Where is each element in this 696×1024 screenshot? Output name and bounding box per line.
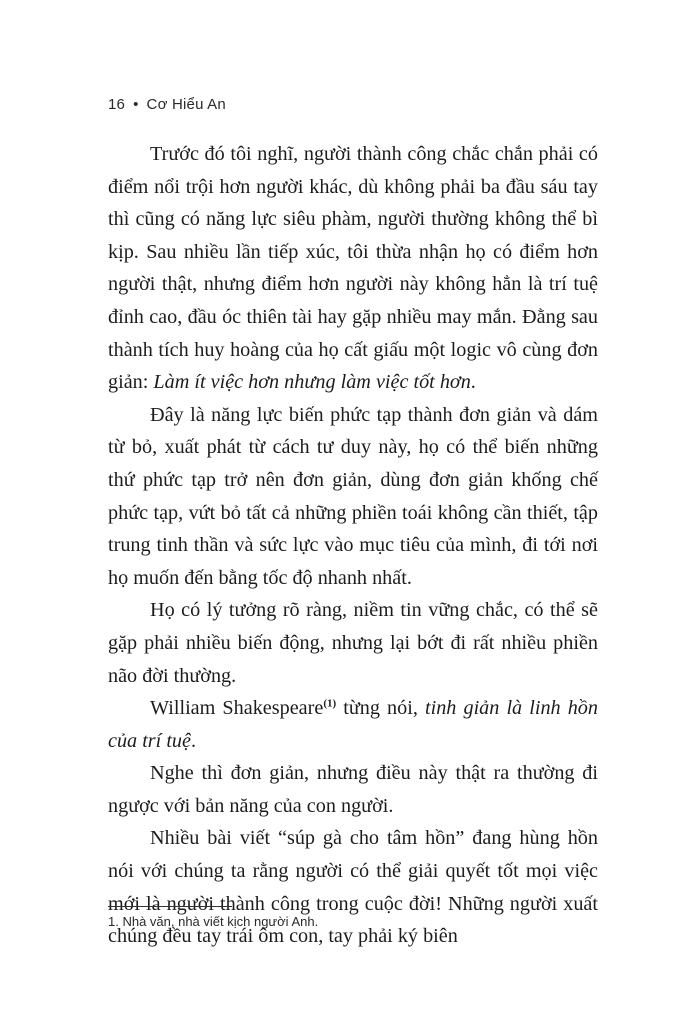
- footnote-rule: [108, 906, 232, 907]
- paragraph-4-italic: tinh giản là linh hồn của trí tuệ: [108, 697, 598, 752]
- paragraph-2: Đây là năng lực biến phức tạp thành đơn giản và dám từ bỏ, xuất phát từ cách tư duy này, họ có thể biến những thứ phức tạp trở nên đơn giản, dùng đơn giản khống chế phức tạp, vứt bỏ tất cả những phiền toái không cần thiết, tập trung tinh thần và sức lực vào mục tiêu của mình, đi tới nơi họ muốn đến bằng tốc độ nhanh nhất.: [108, 403, 598, 589]
- header-separator: •: [133, 96, 139, 113]
- quote-author: William Shakespeare: [150, 697, 324, 720]
- paragraph-1-end: .: [470, 371, 476, 394]
- footnote: 1. Nhà văn, nhà viết kịch người Anh.: [108, 914, 319, 929]
- footnote-ref[interactable]: (1): [323, 697, 337, 710]
- paragraph-1-text: Trước đó tôi nghĩ, người thành công chắc chắn phải có điểm nổi trội hơn người khác, dù không phải ba đầu sáu tay thì cũng có năng lực siêu phàm, người thường không thể bì kịp. Sau nhiều lần tiếp xúc, tôi thừa nhận họ có điểm hơn người thật, nhưng điểm hơn người này không hẳn là trí tuệ đỉnh cao, đầu óc thiên tài hay gặp nhiều may mắn. Đằng sau thành tích huy hoàng của họ cất giấu một logic vô cùng đơn giản:: [108, 143, 598, 394]
- paragraph-4: [108, 692, 598, 757]
- page-number: 16: [108, 96, 126, 113]
- author-name: Cơ Hiểu An: [146, 96, 226, 113]
- body-text: [108, 138, 598, 953]
- paragraph-1: [108, 138, 598, 399]
- paragraph-1-italic: Làm ít việc hơn nhưng làm việc tốt hơn: [153, 371, 471, 394]
- paragraph-6: Nhiều bài viết “súp gà cho tâm hồn” đang hùng hồn nói với chúng ta rằng người có thể giải quyết tốt mọi việc mới là người thành công trong cuộc đời! Những người xuất chúng đều tay trái ôm con, tay phải ký biên: [108, 827, 598, 948]
- paragraph-3: Họ có lý tưởng rõ ràng, niềm tin vững chắc, có thể sẽ gặp phải nhiều biến động, nhưng lại bớt đi rất nhiều phiền não đời thường.: [108, 599, 598, 687]
- running-head: [108, 96, 226, 113]
- paragraph-5: Nghe thì đơn giản, nhưng điều này thật ra thường đi ngược với bản năng của con người.: [108, 762, 598, 817]
- paragraph-4-text: từng nói,: [336, 697, 425, 720]
- paragraph-4-end: .: [190, 729, 197, 752]
